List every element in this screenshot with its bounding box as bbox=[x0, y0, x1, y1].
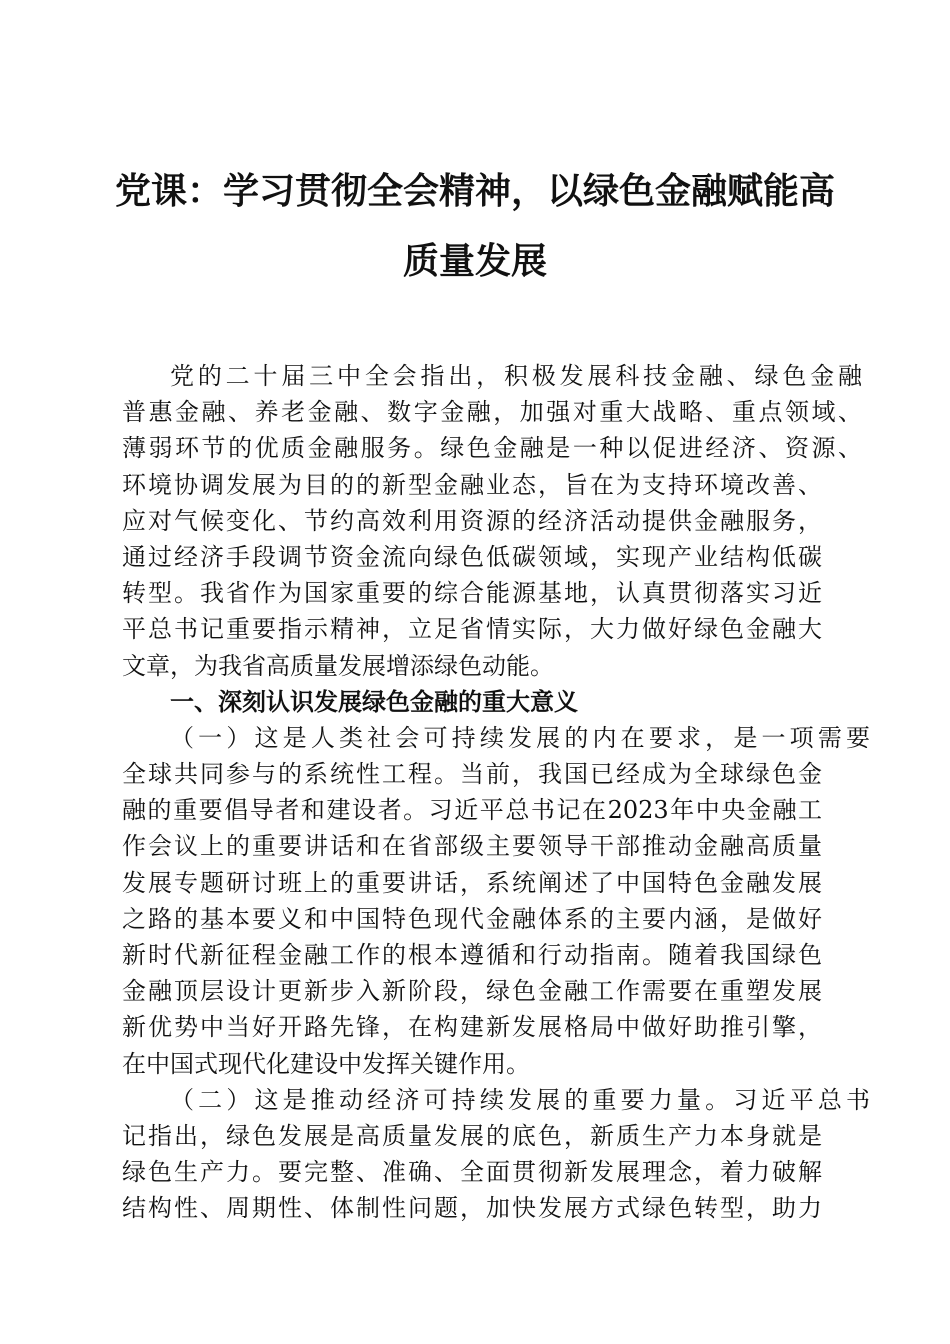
paragraph-line: 作会议上的重要讲话和在省部级主要领导干部推动金融高质量 bbox=[122, 832, 822, 861]
section-heading-1: 一、深刻认识发展绿色金融的重大意义 bbox=[170, 687, 578, 716]
paragraph-line: 环境协调发展为目的的新型金融业态，旨在为支持环境改善、 bbox=[122, 470, 822, 499]
paragraph-line: 转型。我省作为国家重要的综合能源基地，认真贯彻落实习近 bbox=[122, 579, 822, 608]
paragraph-line: 之路的基本要义和中国特色现代金融体系的主要内涵，是做好 bbox=[122, 904, 822, 933]
document-body bbox=[122, 358, 870, 1227]
paragraph-line: 文章，为我省高质量发展增添绿色动能。 bbox=[122, 651, 554, 680]
paragraph-line: 党的二十届三中全会指出，积极发展科技金融、绿色金融 bbox=[170, 362, 862, 390]
paragraph-line: （一）这是人类社会可持续发展的内在要求，是一项需要 bbox=[170, 723, 870, 752]
paragraph-line: 新优势中当好开路先锋，在构建新发展格局中做好助推引擎， bbox=[122, 1013, 822, 1042]
paragraph-line: 融的重要倡导者和建设者。习近平总书记在2023年中央金融工 bbox=[122, 796, 822, 825]
document-title-line-2: 质量发展 bbox=[402, 240, 547, 282]
paragraph-line: 薄弱环节的优质金融服务。绿色金融是一种以促进经济、资源、 bbox=[122, 434, 862, 463]
paragraph-2 bbox=[122, 720, 870, 1082]
document-title-line-1: 党课：学习贯彻全会精神，以绿色金融赋能高 bbox=[114, 170, 835, 212]
paragraph-line: 全球共同参与的系统性工程。当前，我国已经成为全球绿色金 bbox=[122, 760, 822, 789]
paragraph-line: 金融顶层设计更新步入新阶段，绿色金融工作需要在重塑发展 bbox=[122, 977, 822, 1006]
paragraph-line: 通过经济手段调节资金流向绿色低碳领域，实现产业结构低碳 bbox=[122, 542, 822, 571]
paragraph-line: 平总书记重要指示精神，立足省情实际，大力做好绿色金融大 bbox=[122, 615, 822, 644]
paragraph-line: 绿色生产力。要完整、准确、全面贯彻新发展理念，着力破解 bbox=[122, 1158, 822, 1187]
paragraph-1 bbox=[122, 358, 862, 684]
paragraph-line: 在中国式现代化建设中发挥关键作用。 bbox=[122, 1049, 530, 1078]
paragraph-line: 新时代新征程金融工作的根本遵循和行动指南。随着我国绿色 bbox=[122, 941, 822, 969]
paragraph-line: 普惠金融、养老金融、数字金融，加强对重大战略、重点领域、 bbox=[122, 398, 862, 427]
paragraph-line: 发展专题研讨班上的重要讲话，系统阐述了中国特色金融发展 bbox=[122, 868, 822, 897]
paragraph-line: 记指出，绿色发展是高质量发展的底色，新质生产力本身就是 bbox=[122, 1121, 822, 1150]
paragraph-line: （二）这是推动经济可持续发展的重要力量。习近平总书 bbox=[170, 1085, 870, 1114]
paragraph-line: 结构性、周期性、体制性问题，加快发展方式绿色转型，助力 bbox=[122, 1194, 822, 1223]
paragraph-line: 应对气候变化、节约高效利用资源的经济活动提供金融服务， bbox=[122, 506, 822, 535]
paragraph-3 bbox=[122, 1082, 870, 1227]
